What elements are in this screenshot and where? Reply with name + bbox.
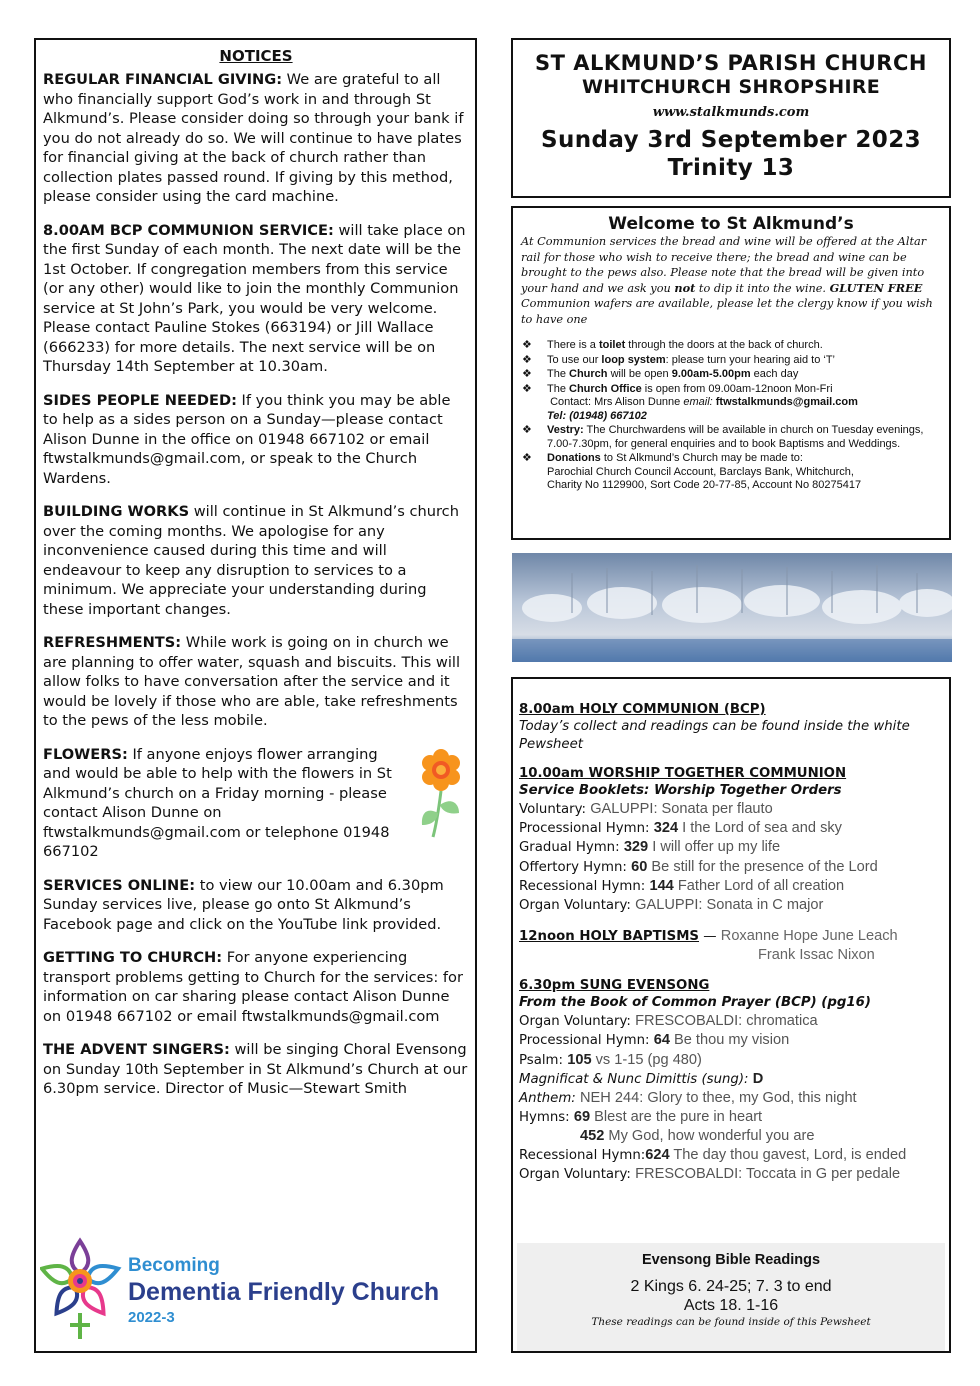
service-row: Organ Voluntary: FRESCOBALDI: Toccata in G per pedale bbox=[519, 1165, 901, 1182]
diamond-bullet-icon: ❖ bbox=[522, 368, 532, 380]
notices-title: NOTICES bbox=[219, 47, 293, 65]
service-row: Hymns: 69 Blest are the pure in heart bbox=[519, 1109, 763, 1126]
readings-note: These readings can be found inside of this Pewsheet bbox=[591, 1316, 871, 1328]
service-row: Recessional Hymn: 144 Father Lord of all creation bbox=[519, 877, 845, 894]
service-row: Processional Hymn: 64 Be thou my vision bbox=[519, 1032, 790, 1049]
service-row: Magnificat & Nunc Dimittis (sung): D bbox=[519, 1070, 764, 1087]
church-place: WHITCHURCH SHROPSHIRE bbox=[581, 76, 881, 98]
service-row: Psalm: 105 vs 1-15 (pg 480) bbox=[519, 1051, 702, 1068]
baptisms-line: 12noon HOLY BAPTISMS — Roxanne Hope June Leach bbox=[519, 928, 898, 945]
services-panel bbox=[511, 677, 951, 1353]
service-booklets: Service Booklets: Worship Together Orders bbox=[519, 783, 842, 798]
church-header bbox=[511, 38, 951, 198]
notice-getting-to-church: GETTING TO CHURCH: For anyone experiencing transport problems getting to Church for the services: for information on car sharing please contact Alison Dunne on 01948 667102 or email ftwstalkmunds@gmail.com bbox=[43, 949, 463, 1025]
readings-title: Evensong Bible Readings bbox=[641, 1252, 821, 1268]
liturgical-sunday: Trinity 13 bbox=[667, 155, 795, 181]
service-title-630: 6.30pm SUNG EVENSONG bbox=[519, 978, 710, 994]
list-item: ❖ The Church will be open 9.00am-5.00pm each day bbox=[522, 368, 799, 380]
notice-refreshments: REFRESHMENTS: While work is going on in church we are planning to offer water, squash and biscuits. This will allow folks to have conversation after the service and it would be lovely if those who are able, take refreshments to the pews of the less mobile. bbox=[43, 634, 461, 729]
list-item: ❖ Vestry: The Churchwardens will be available in church on Tuesday evenings, 7.00-7.30pm, for general enquiries and to book Baptisms and Weddings. bbox=[522, 424, 924, 450]
logo-line-year: 2022-3 bbox=[128, 1309, 175, 1326]
church-website[interactable]: www.stalkmunds.com bbox=[652, 105, 810, 120]
heavenly-host-image bbox=[512, 553, 952, 662]
notice-building-works: BUILDING WORKS will continue in St Alkmund’s church over the coming months. We apologise for any inconvenience caused during this time and will endeavour to keep any disruption to services to a minimum. We appreciate your understanding during these important changes. bbox=[43, 503, 459, 618]
diamond-bullet-icon: ❖ bbox=[522, 382, 532, 395]
notice-advent-singers: THE ADVENT SINGERS: will be singing Choral Evensong on Sunday 10th September in St Alkmund’s Church at our 6.30pm service. Director of Music—Stewart Smith bbox=[43, 1041, 468, 1097]
logo-line-dementia: Dementia Friendly Church bbox=[128, 1278, 440, 1306]
service-row: Recessional Hymn:624 The day thou gavest, Lord, is ended bbox=[519, 1146, 907, 1163]
baptisms-line-2: Frank Issac Nixon bbox=[758, 947, 875, 964]
service-row: Offertory Hymn: 60 Be still for the presence of the Lord bbox=[519, 858, 878, 875]
list-item: ❖ To use our loop system: please turn your hearing aid to ‘T’ bbox=[522, 353, 835, 366]
list-item: ❖ The Church Office is open from 09.00am-12noon Mon-Fri Contact: Mrs Alison Dunne email: ftwstalkmunds@gmail.com Tel: (01948) 667102 bbox=[522, 382, 858, 422]
welcome-intro: At Communion services the bread and wine will be offered at the Altar rail for those who wish to receive there; the bread and wine can be brought to the pews also. Please note that the bread will be given into your hand and we ask you not to dip it into the wine. GLUTEN FREE Communion wafers are available, please let the clergy know if you wish to have one bbox=[521, 235, 933, 326]
service-note-800: Today’s collect and readings can be found inside the white Pewsheet bbox=[519, 719, 910, 752]
service-row: Voluntary: GALUPPI: Sonata per flauto bbox=[519, 801, 773, 817]
logo-line-becoming: Becoming bbox=[128, 1255, 220, 1276]
diamond-bullet-icon: ❖ bbox=[522, 339, 532, 351]
service-row: 452 My God, how wonderful you are bbox=[580, 1128, 815, 1145]
notice-sides-people: SIDES PEOPLE NEEDED: If you think you may be able to help as a sides person on a Sunday—please contact Alison Dunne in the office on 01948 667102 or email ftwstalkmunds@gmail.com, or speak to the Church Wardens. bbox=[43, 391, 451, 487]
notice-flowers: FLOWERS: If anyone enjoys flower arranging and would be able to help with the flowers in St Alkmund’s church on a Friday morning - please contact Alison Dunne on ftwstalkmunds@gmail.com or telephone 01948 667102 bbox=[43, 745, 469, 862]
service-date: Sunday 3rd September 2023 bbox=[540, 127, 922, 153]
welcome-info-list bbox=[521, 339, 941, 493]
service-title-1000: 10.00am WORSHIP TOGETHER COMMUNION bbox=[519, 766, 847, 781]
office-email-link[interactable]: ftwstalkmunds@gmail.com bbox=[715, 396, 858, 408]
service-row: Processional Hymn: 324 I the Lord of sea and sky bbox=[519, 820, 842, 837]
list-item: ❖ There is a toilet through the doors at the back of church. bbox=[522, 339, 823, 351]
reading-1: 2 Kings 6. 24-25; 7. 3 to end bbox=[630, 1278, 832, 1295]
service-title-800: 8.00am HOLY COMMUNION (BCP) bbox=[519, 702, 766, 717]
forget-me-not-icon bbox=[40, 1233, 126, 1343]
evensong-book: From the Book of Common Prayer (BCP) (pg16) bbox=[519, 995, 871, 1011]
notice-bcp-communion: 8.00AM BCP COMMUNION SERVICE: will take place on the first Sunday of each month. The next date will be the 1st October. If congregation members from this service (or any other) would like to join the monthly Communion service at St John’s Park, you would be very welcome. Please contact Pauline Stokes (663194) or Jill Wallace (666233) for more details. The next service will be on Thursday 14th September at 10.30am. bbox=[43, 221, 466, 375]
list-item: ❖ Donations to St Alkmund’s Church may be made to: Parochial Church Council Account, Barclays Bank, Whitchurch, Charity No 1129900, Sort Code 20-77-85, Account No 80275417 bbox=[522, 452, 862, 491]
service-row: Anthem: NEH 244: Glory to thee, my God, this night bbox=[519, 1090, 857, 1107]
welcome-title: Welcome to St Alkmund’s bbox=[608, 214, 854, 234]
evensong-readings bbox=[517, 1243, 945, 1351]
service-row: Gradual Hymn: 329 I will offer up my life bbox=[519, 839, 781, 856]
service-row: Organ Voluntary: GALUPPI: Sonata in C major bbox=[519, 897, 824, 914]
reading-2: Acts 18. 1-16 bbox=[683, 1297, 779, 1314]
flower-icon bbox=[419, 747, 463, 839]
notices-panel bbox=[34, 38, 477, 1353]
notice-services-online: SERVICES ONLINE: to view our 10.00am and 6.30pm Sunday services live, please go onto St Alkmund’s Facebook page and click on the YouTube link provided. bbox=[43, 876, 444, 933]
welcome-panel bbox=[511, 206, 951, 540]
church-name: ST ALKMUND’S PARISH CHURCH bbox=[535, 51, 927, 75]
dementia-friendly-logo bbox=[40, 1233, 475, 1343]
notice-financial-giving: REGULAR FINANCIAL GIVING: We are grateful to all who financially support God’s work in and through St Alkmund’s. Please consider doing so through your bank if you do not already do so. We will continue to have plates for financial giving at the back of church rather than collection plates passed round. If giving by this method, please consider using the card machine. bbox=[43, 71, 464, 205]
diamond-bullet-icon: ❖ bbox=[522, 452, 532, 464]
diamond-bullet-icon: ❖ bbox=[522, 424, 532, 436]
service-row: Organ Voluntary: FRESCOBALDI: chromatica bbox=[519, 1013, 818, 1030]
diamond-bullet-icon: ❖ bbox=[522, 353, 532, 366]
